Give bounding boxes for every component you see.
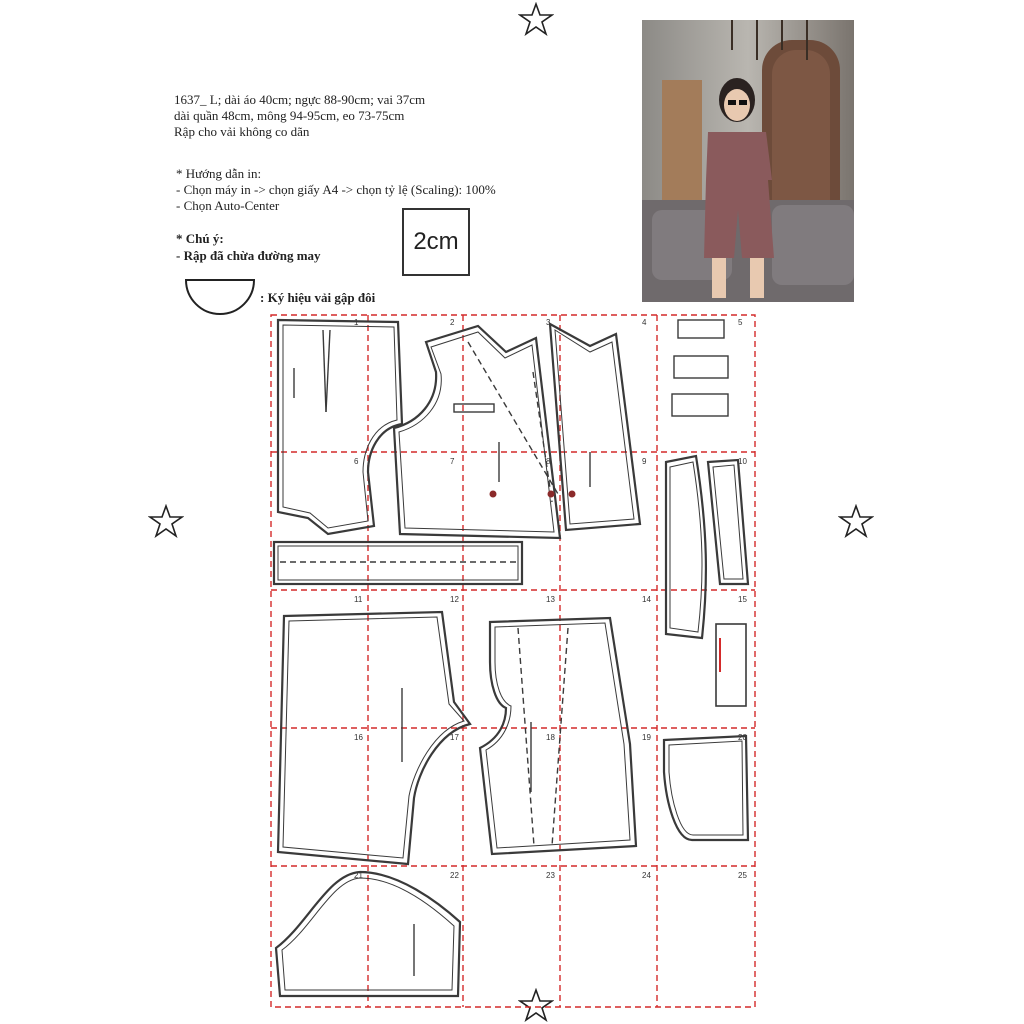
star-icon-left <box>148 504 184 538</box>
page-number-4: 4 <box>642 318 647 327</box>
page-number-10: 10 <box>738 457 747 466</box>
page-number-20: 20 <box>738 733 747 742</box>
pattern-piece-small-2 <box>674 356 728 378</box>
model-photo <box>642 20 854 302</box>
pattern-piece-jacket-front <box>394 326 560 538</box>
page-number-23: 23 <box>546 871 555 880</box>
page-number-18: 18 <box>546 733 555 742</box>
print-grid <box>271 315 755 1007</box>
print-guide-step-2: - Chọn Auto-Center <box>176 198 280 213</box>
page-number-3: 3 <box>546 318 551 327</box>
spec-info <box>174 92 425 140</box>
pattern-piece-small-3 <box>672 394 728 416</box>
page-number-17: 17 <box>450 733 459 742</box>
page-number-8: 8 <box>546 457 551 466</box>
star-icon-right <box>838 504 874 538</box>
pattern-piece-shorts-front-top <box>278 320 402 534</box>
page-number-14: 14 <box>642 595 651 604</box>
spec-line-size: 1637_ L; dài áo 40cm; ngực 88-90cm; vai 37cm <box>174 92 426 107</box>
page-number-15: 15 <box>738 595 747 604</box>
page-number-9: 9 <box>642 457 647 466</box>
fold-symbol-label: : Ký hiệu vải gập đôi <box>260 290 376 305</box>
pattern-piece-small-1 <box>678 320 724 338</box>
page-number-24: 24 <box>642 871 651 880</box>
spec-line-pants: dài quần 48cm, mông 94-95cm, eo 73-75cm <box>174 108 405 123</box>
page-number-2: 2 <box>450 318 455 327</box>
page-number-19: 19 <box>642 733 651 742</box>
pattern-piece-jacket-side <box>550 324 640 530</box>
star-icon-top <box>518 2 554 36</box>
fold-symbol-icon <box>184 278 256 318</box>
scale-box: 2cm <box>402 208 470 276</box>
print-guide-step-1: - Chọn máy in -> chọn giấy A4 -> chọn tỷ lệ (Scaling): 100% <box>176 182 496 197</box>
print-guide <box>176 166 496 214</box>
spec-line-fabric: Rập cho vải không co dãn <box>174 124 310 139</box>
page-number-22: 22 <box>450 871 459 880</box>
pattern-piece-waistband <box>274 542 522 584</box>
note <box>176 230 321 264</box>
button-dot-3 <box>569 491 576 498</box>
page-number-11: 11 <box>354 595 363 604</box>
page-number-6: 6 <box>354 457 359 466</box>
button-dot-2 <box>548 491 555 498</box>
page-number-5: 5 <box>738 318 743 327</box>
page-number-12: 12 <box>450 595 459 604</box>
page-number-7: 7 <box>450 457 455 466</box>
button-dot-1 <box>490 491 497 498</box>
page-number-21: 21 <box>354 871 363 880</box>
page-number-1: 1 <box>354 318 359 327</box>
pattern-piece-shorts-front <box>480 618 636 854</box>
note-text: - Rập đã chừa đường may <box>176 248 321 263</box>
pattern-piece-pocket-20 <box>664 736 748 840</box>
page-number-13: 13 <box>546 595 555 604</box>
note-title: * Chú ý: <box>176 231 224 246</box>
page-number-25: 25 <box>738 871 747 880</box>
pattern-sheet <box>268 312 758 1010</box>
print-guide-title: * Hướng dẫn in: <box>176 166 262 181</box>
page-number-16: 16 <box>354 733 363 742</box>
